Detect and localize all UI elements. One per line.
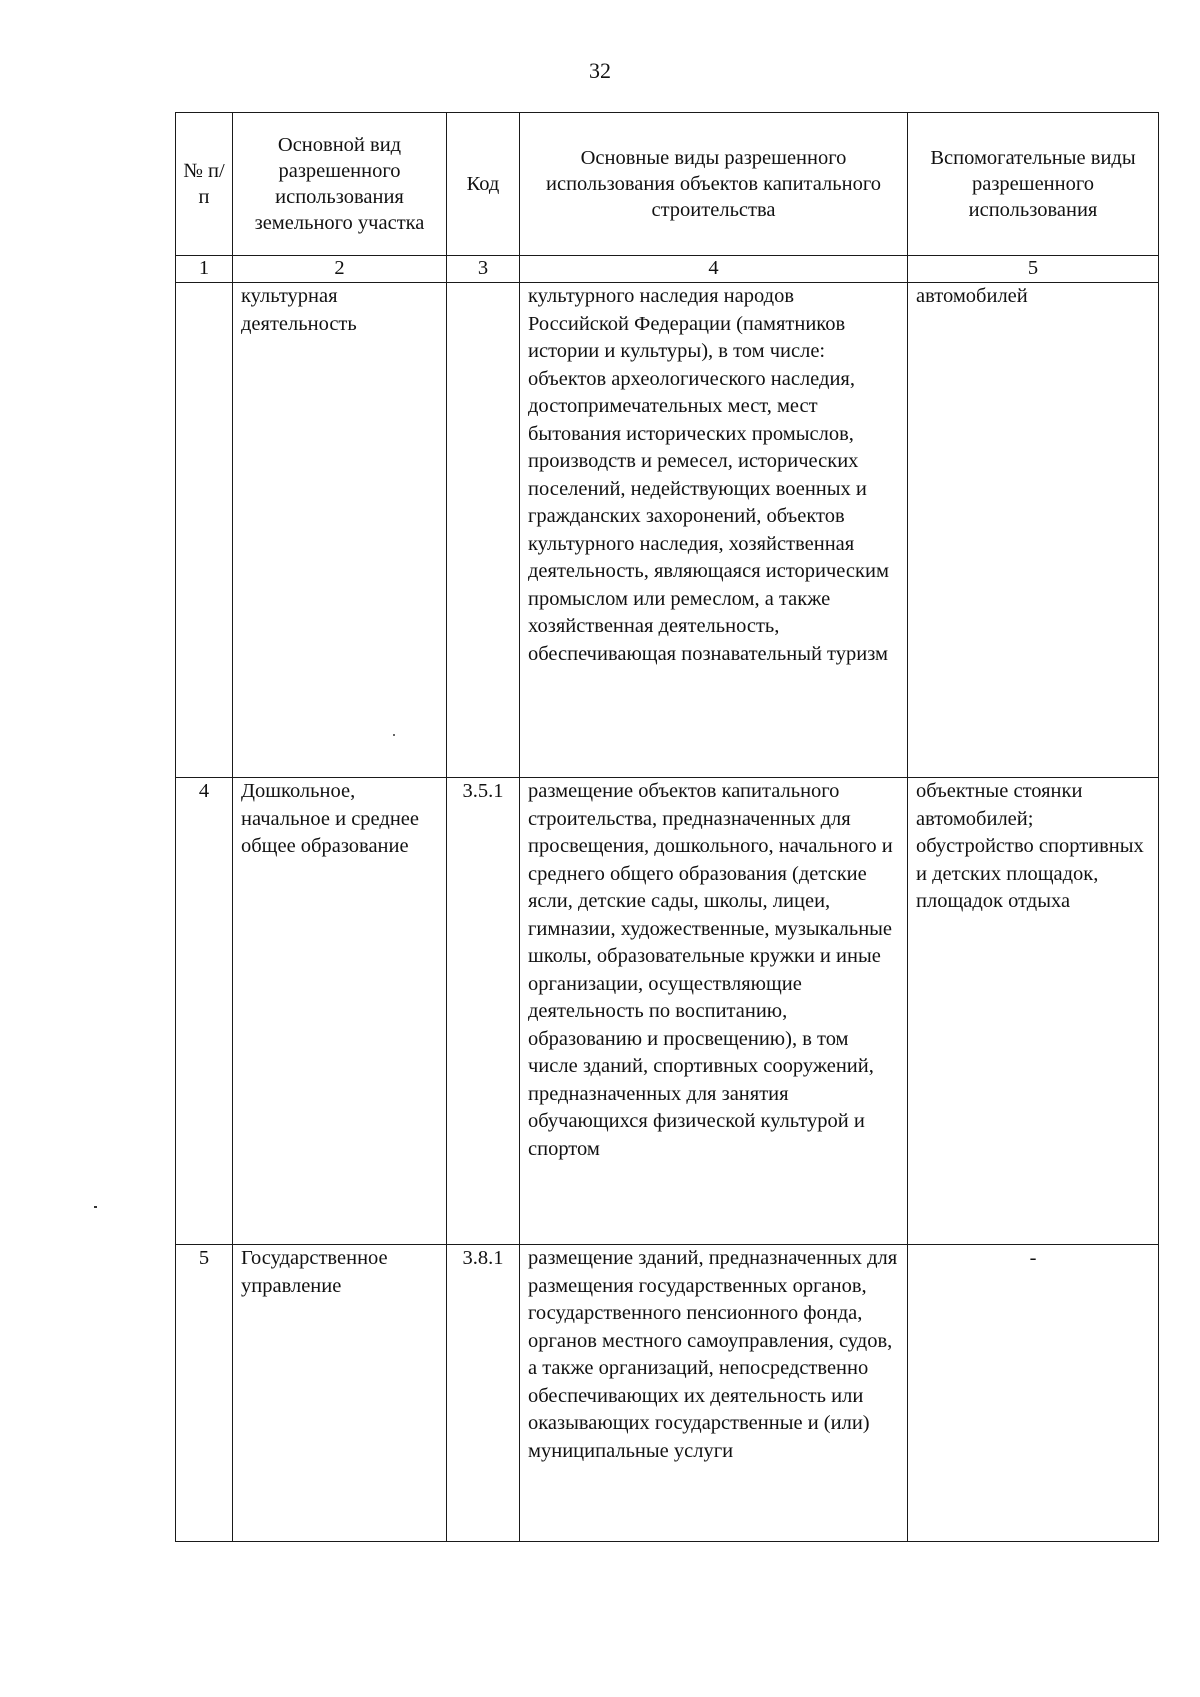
column-number: 2 <box>233 256 447 283</box>
header-auxiliary-use: Вспомогательные виды разрешенного использования <box>908 113 1159 256</box>
row-number: 5 <box>176 1245 233 1542</box>
column-number: 4 <box>520 256 908 283</box>
row-auxiliary-use: - <box>908 1245 1159 1542</box>
row-land-use-name: Дошкольное, начальное и среднее общее образование <box>233 778 447 1245</box>
row-land-use-name: Государственное управление <box>233 1245 447 1542</box>
row-number <box>176 283 233 778</box>
row-code <box>447 283 520 778</box>
column-number: 1 <box>176 256 233 283</box>
row-description: культурного наследия народов Российской Федерации (памятников истории и культуры), в том числе: объектов археологического наследия, достопримечательных мест, мест бытования исторических промыслов, производств и ремесел, исторических поселений, недействующих военных и гражданских захоронений, объектов культурного наследия, хозяйственная деятельность, являющаяся историческим промыслом или ремеслом, а также хозяйственная деятельность, обеспечивающая познавательный туризм <box>520 283 908 778</box>
table-row <box>176 1245 1159 1542</box>
row-auxiliary-use: автомобилей <box>908 283 1159 778</box>
row-code: 3.8.1 <box>447 1245 520 1542</box>
column-number: 5 <box>908 256 1159 283</box>
header-main-capital-use: Основные виды разрешенного использования объектов капитального строительства <box>520 113 908 256</box>
header-num: № п/п <box>176 113 233 256</box>
scan-speck <box>94 1206 97 1208</box>
header-code: Код <box>447 113 520 256</box>
row-auxiliary-use: объектные стоянки автомобилей; обустройство спортивных и детских площадок, площадок отдыха <box>908 778 1159 1245</box>
page-number: 32 <box>589 58 611 83</box>
row-description: размещение объектов капитального строительства, предназначенных для просвещения, дошкольного, начального и среднего общего образования (детские ясли, детские сады, школы, лицеи, гимназии, художественные, музыкальные школы, образовательные кружки и иные организации, осуществляющие деятельность по воспитанию, образованию и просвещению), в том числе зданий, спортивных сооружений, предназначенных для занятия обучающихся физической культурой и спортом <box>520 778 908 1245</box>
land-use-table <box>175 112 1159 1542</box>
row-description: размещение зданий, предназначенных для размещения государственных органов, государственного пенсионного фонда, органов местного самоуправления, судов, а также организаций, непосредственно обеспечивающих их деятельность или оказывающих государственные и (или) муниципальные услуги <box>520 1245 908 1542</box>
table-header-row <box>176 113 1159 256</box>
header-main-land-use: Основной вид разрешенного использования земельного участка <box>233 113 447 256</box>
column-numbering-row <box>176 256 1159 283</box>
row-land-use-name: культурная деятельность <box>233 283 447 778</box>
table-row <box>176 283 1159 778</box>
scan-speck <box>393 734 395 736</box>
table-row <box>176 778 1159 1245</box>
column-number: 3 <box>447 256 520 283</box>
row-number: 4 <box>176 778 233 1245</box>
row-code: 3.5.1 <box>447 778 520 1245</box>
